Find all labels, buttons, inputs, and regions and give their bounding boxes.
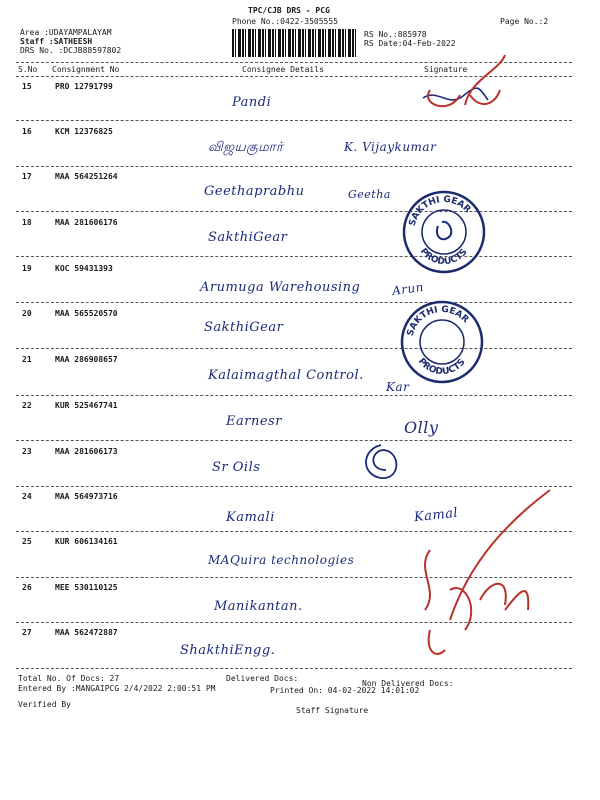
signature-row-24: Kamal — [413, 505, 459, 526]
signature-row-21: Kar — [386, 380, 410, 394]
row-consignee: SakthiGear — [208, 230, 288, 245]
staff-label: Staff :SATHEESH — [20, 37, 93, 46]
row-divider — [16, 166, 572, 167]
rs-number: RS No.:885978 — [364, 30, 427, 39]
company-stamp — [400, 188, 488, 276]
row-sno: 22 — [22, 401, 32, 410]
phone-number: Phone No.:0422-3505555 — [232, 17, 338, 26]
delivered-docs: Delivered Docs: — [226, 674, 299, 683]
row-consignment: PRO 12791799 — [55, 82, 113, 91]
svg-text:PRODUCTS: PRODUCTS — [415, 356, 468, 378]
row-consignee: விஜயகுமார் — [208, 140, 284, 155]
col-consignment: Consignment No — [52, 65, 120, 74]
drs-number: DRS No. :DCJB88597802 — [20, 46, 122, 55]
row-divider — [16, 440, 572, 441]
area-label: Area :UDAYAMPALAYAM — [20, 28, 112, 37]
row-consignment: MAA 281606173 — [55, 447, 118, 456]
row-sno: 27 — [22, 628, 32, 637]
col-signature: Signature — [424, 65, 468, 74]
row-consignment: KUR 525467741 — [55, 401, 118, 410]
staff-signature: Staff Signature — [296, 706, 369, 715]
row-consignee: SakthiGear — [204, 320, 284, 335]
row-divider — [16, 348, 572, 349]
row-divider — [16, 395, 572, 396]
row-consignment: KUR 606134161 — [55, 537, 118, 546]
verified-by: Verified By — [18, 700, 71, 709]
row-consignment: MAA 564973716 — [55, 492, 118, 501]
svg-text:SAKTHI GEAR: SAKTHI GEAR — [405, 304, 471, 338]
col-consignee: Consignee Details — [242, 65, 324, 74]
signature-row-19: Arun — [391, 279, 425, 299]
signature-row-17: Geetha — [348, 188, 391, 201]
row-sno: 17 — [22, 172, 32, 181]
row-divider — [16, 120, 572, 121]
non-delivered-docs: Non Delivered Docs: — [362, 679, 454, 688]
total-docs: Total No. Of Docs: 27 — [18, 674, 120, 683]
row-consignee: Kalaimagthal Control. — [208, 368, 364, 383]
rs-date: RS Date:04-Feb-2022 — [364, 39, 456, 48]
red-ink-mark-top — [410, 50, 520, 120]
row-sno: 18 — [22, 218, 32, 227]
row-consignee: Arumuga Warehousing — [200, 280, 361, 295]
row-sno: 19 — [22, 264, 32, 273]
row-divider — [16, 256, 572, 257]
signature-row-22: Olly — [404, 418, 439, 437]
signature-scribble-23 — [356, 440, 406, 485]
col-sno: S.No — [18, 65, 38, 74]
row-consignee: Earnesr — [226, 414, 282, 429]
row-sno: 23 — [22, 447, 32, 456]
svg-text:SAKTHI GEAR: SAKTHI GEAR — [407, 194, 473, 228]
printed-on: Printed On: 04-02-2022 14:01:02 — [270, 686, 420, 695]
row-divider — [16, 302, 572, 303]
row-consignee: Pandi — [232, 95, 272, 110]
row-sno: 15 — [22, 82, 32, 91]
row-sno: 26 — [22, 583, 32, 592]
row-consignment: KCM 12376825 — [55, 127, 113, 136]
report-title: TPC/CJB DRS - PCG — [248, 6, 330, 15]
row-divider — [16, 211, 572, 212]
row-sno: 16 — [22, 127, 32, 136]
row-sno: 21 — [22, 355, 32, 364]
row-consignee: ShakthiEngg. — [180, 643, 276, 658]
row-sno: 25 — [22, 537, 32, 546]
row-consignment: MEE 530110125 — [55, 583, 118, 592]
row-consignee: Kamali — [226, 510, 275, 525]
row-consignment: MAA 565520570 — [55, 309, 118, 318]
red-ink-mark-bottom — [410, 480, 560, 670]
row-consignee: MAQuira technologies — [208, 553, 355, 567]
row-consignment: KOC 59431393 — [55, 264, 113, 273]
row-consignment: MAA 562472887 — [55, 628, 118, 637]
entered-by: Entered By :MANGAIPCG 2/4/2022 2:00:51 PM — [18, 684, 216, 693]
row-consignment: MAA 281606176 — [55, 218, 118, 227]
row-consignee: Sr Oils — [212, 460, 261, 475]
row-consignment: MAA 286908657 — [55, 355, 118, 364]
page-number: Page No.:2 — [500, 17, 549, 26]
signature-row-16: K. Vijaykumar — [344, 140, 437, 154]
row-sno: 20 — [22, 309, 32, 318]
barcode-image — [232, 29, 356, 57]
svg-text:PRODUCTS: PRODUCTS — [417, 246, 470, 268]
row-sno: 24 — [22, 492, 32, 501]
row-consignee: Geethaprabhu — [204, 184, 305, 199]
row-consignee: Manikantan. — [214, 599, 303, 614]
row-consignment: MAA 564251264 — [55, 172, 118, 181]
company-stamp-2 — [398, 298, 486, 386]
